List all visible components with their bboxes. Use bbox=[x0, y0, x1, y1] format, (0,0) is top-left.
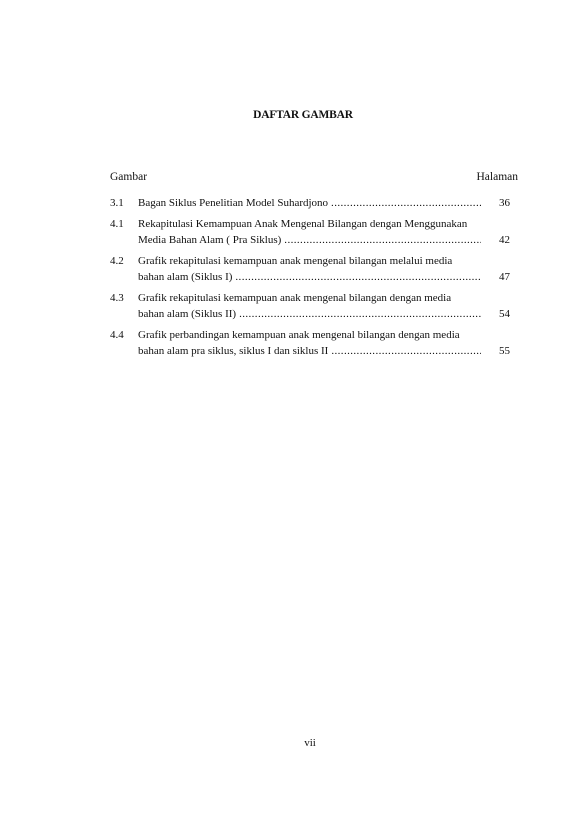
page-number: 55 bbox=[499, 345, 510, 357]
page-footer-number: vii bbox=[304, 737, 316, 749]
figure-caption-line: Rekapitulasi Kemampuan Anak Mengenal Bilangan dengan Menggunakan bbox=[138, 218, 468, 230]
dot-leader bbox=[284, 232, 481, 248]
figure-number: 4.2 bbox=[110, 255, 124, 267]
page-number: 36 bbox=[499, 197, 510, 209]
page-number: 47 bbox=[499, 271, 510, 283]
figure-caption-line: Grafik rekapitulasi kemampuan anak mengenal bilangan melalui media bbox=[138, 255, 453, 267]
figure-number: 3.1 bbox=[110, 197, 124, 209]
page-title: DAFTAR GAMBAR bbox=[253, 109, 353, 121]
dot-leader bbox=[331, 343, 481, 359]
figure-number: 4.3 bbox=[110, 292, 124, 304]
dot-leader bbox=[239, 306, 481, 322]
dot-leader bbox=[331, 195, 481, 211]
figure-caption-line: bahan alam (Siklus II) bbox=[138, 308, 237, 320]
page-number: 42 bbox=[499, 234, 510, 246]
figure-number: 4.1 bbox=[110, 218, 124, 230]
figure-caption-line: Media Bahan Alam ( Pra Siklus) bbox=[138, 234, 282, 246]
dot-leader bbox=[235, 269, 481, 285]
figure-caption-line: Bagan Siklus Penelitian Model Suhardjono bbox=[138, 197, 329, 209]
figure-caption-line: bahan alam (Siklus I) bbox=[138, 271, 233, 283]
figure-caption-line: Grafik rekapitulasi kemampuan anak mengenal bilangan dengan media bbox=[138, 292, 452, 304]
column-header-figure: Gambar bbox=[110, 171, 148, 183]
column-header-page: Halaman bbox=[476, 171, 518, 183]
figure-caption-line: bahan alam pra siklus, siklus I dan siklus II bbox=[138, 345, 329, 357]
figure-number: 4.4 bbox=[110, 329, 124, 341]
page-number: 54 bbox=[499, 308, 510, 320]
figure-caption-line: Grafik perbandingan kemampuan anak mengenal bilangan dengan media bbox=[138, 329, 460, 341]
